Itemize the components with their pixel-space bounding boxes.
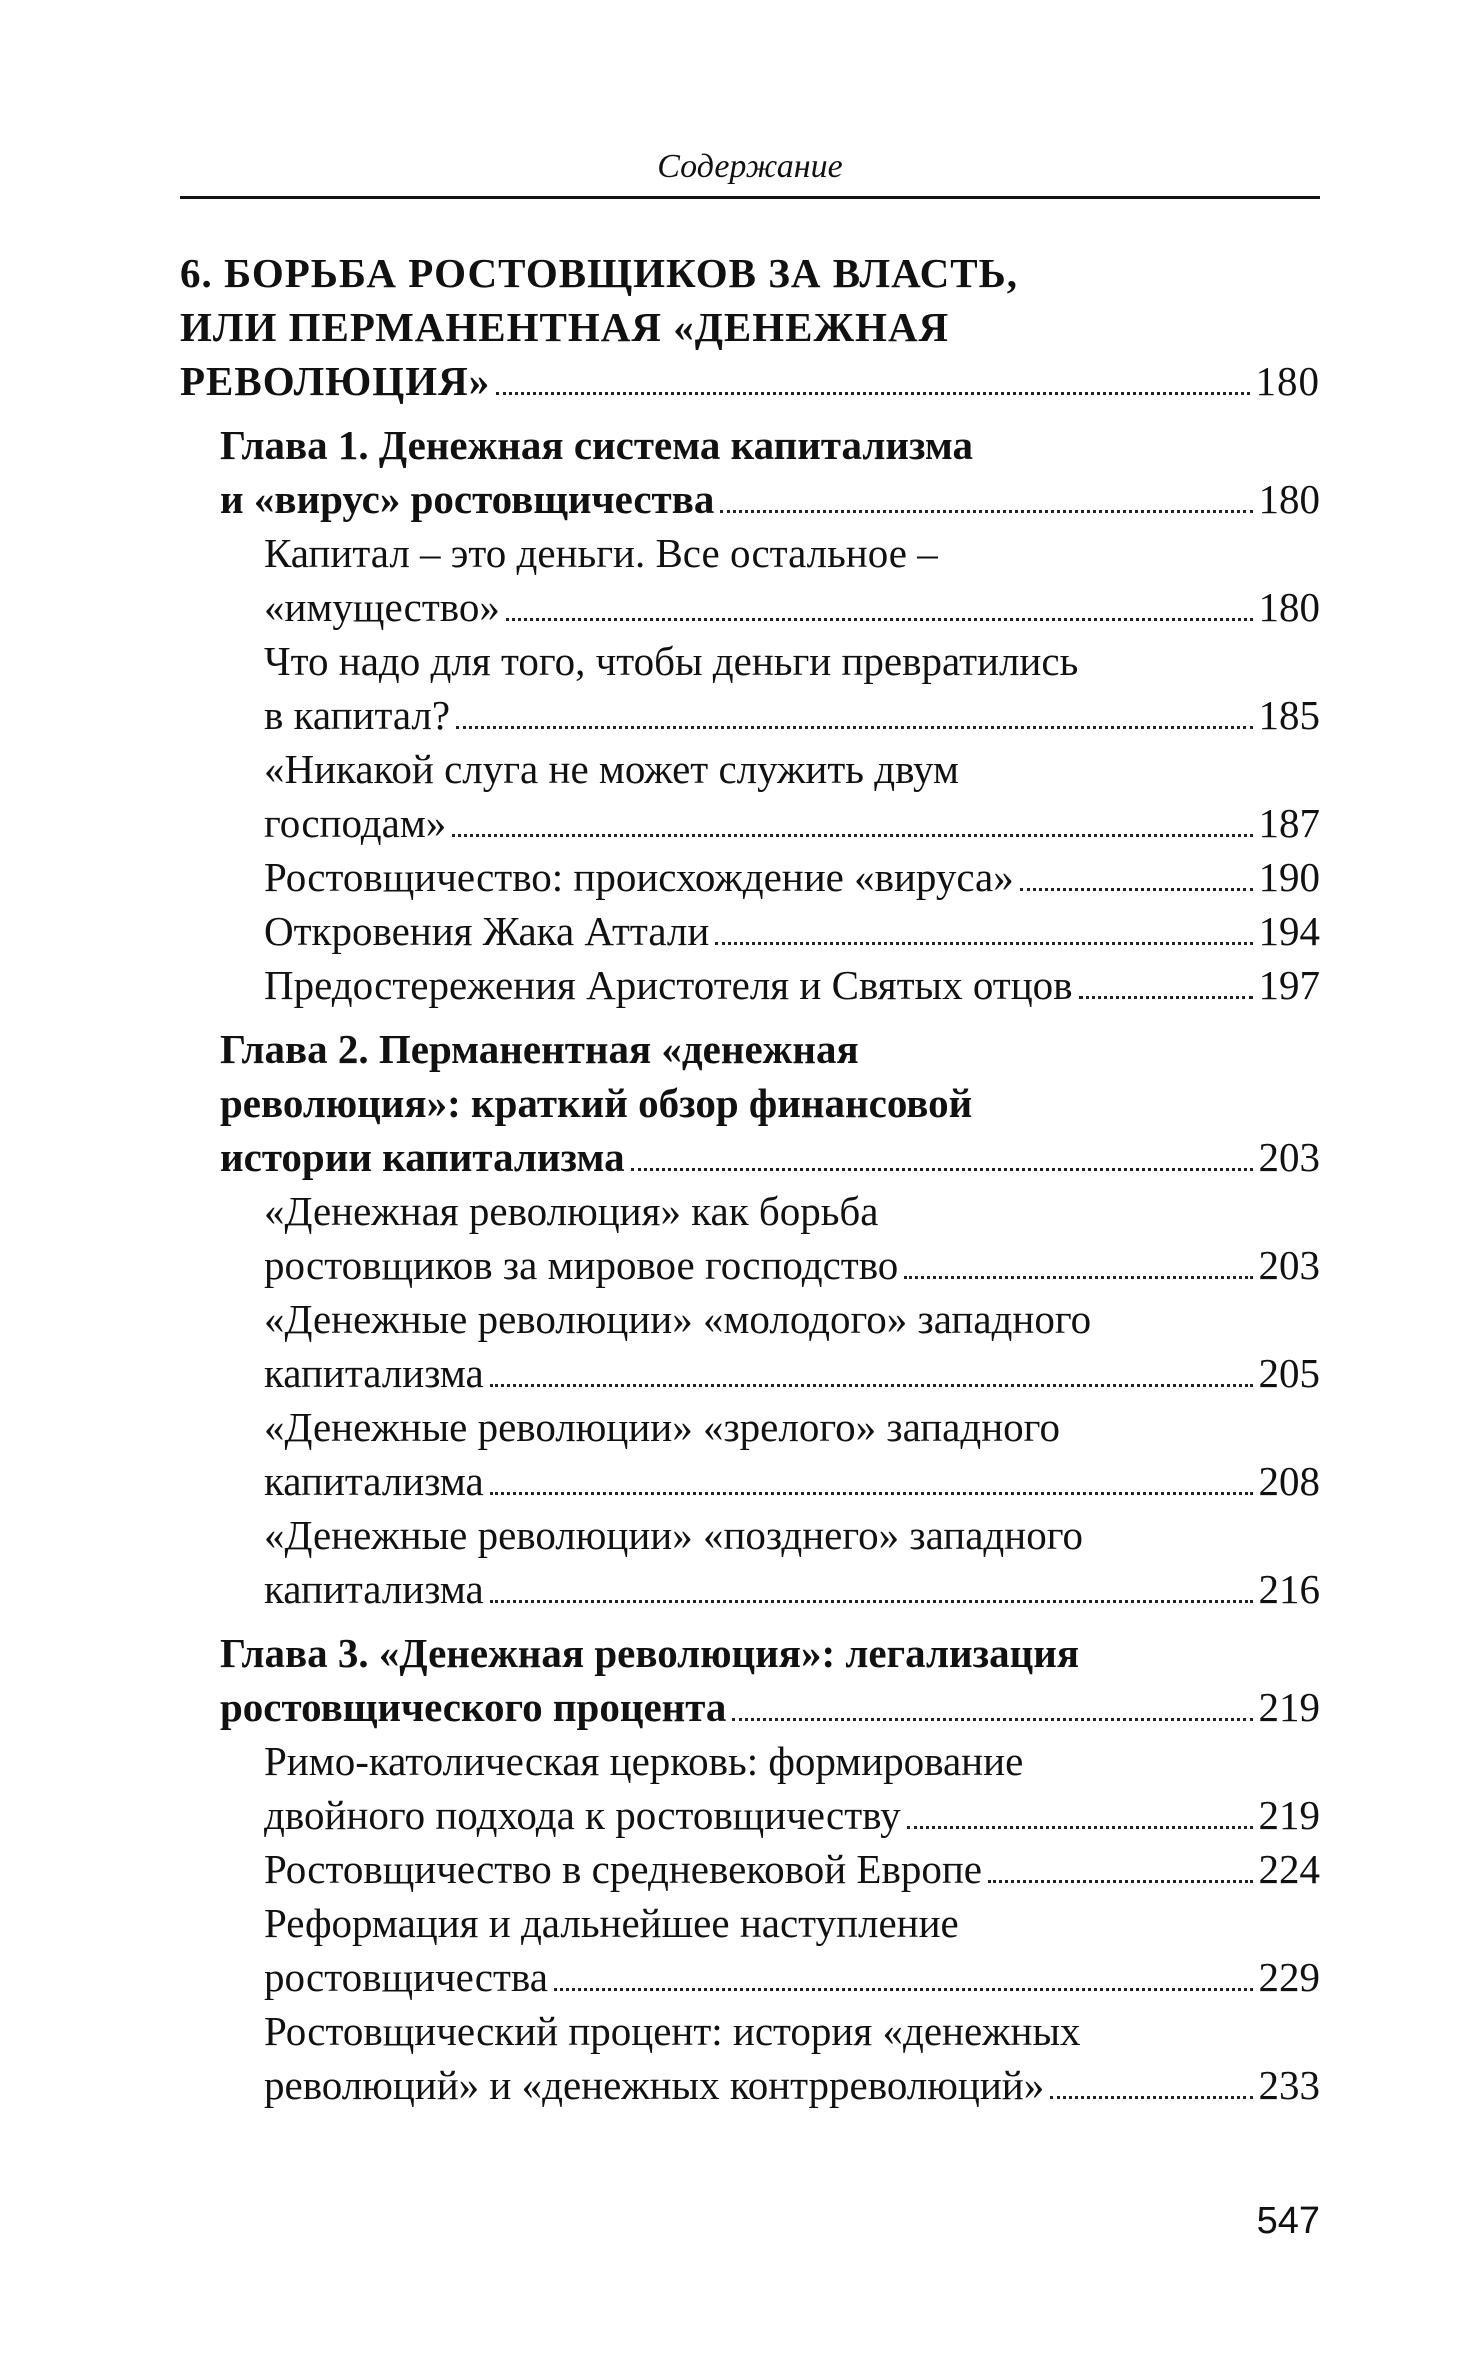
toc-part-entry[interactable]	[180, 246, 1320, 408]
toc-section-entry[interactable]	[180, 742, 1320, 850]
toc-entry-text: Предостережения Аристотеля и Святых отцов	[264, 962, 1073, 1008]
header-rule	[180, 196, 1320, 199]
toc-entry-text: ростовщического процента	[220, 1684, 727, 1730]
dot-leader	[907, 1826, 1253, 1829]
toc-entry-text: ростовщичества	[264, 1954, 548, 2000]
toc-page-number: 180	[1255, 358, 1320, 404]
toc-page-number: 205	[1258, 1350, 1320, 1396]
toc-entry-text: господам»	[264, 800, 447, 846]
dot-leader	[904, 1276, 1252, 1279]
toc-page-number: 187	[1258, 800, 1320, 846]
toc-section-entry[interactable]	[180, 1400, 1320, 1508]
toc-entry-text: Глава 2. Перманентная «денежная	[220, 1026, 859, 1072]
toc-entry-text: Глава 3. «Денежная революция»: легализация	[220, 1630, 1080, 1676]
dot-leader	[456, 726, 1252, 729]
toc-entry-text: «имущество»	[264, 584, 500, 630]
toc-entry-text: Ростовщичество: происхождение «вируса»	[264, 854, 1014, 900]
toc-entry-text: Реформация и дальнейшее наступление	[264, 1900, 959, 1946]
toc-page-number: 219	[1258, 1792, 1320, 1838]
toc-entry-text: «Никакой слуга не может служить двум	[264, 746, 959, 792]
toc-entry-text: капитализма	[264, 1566, 484, 1612]
toc-entry-text: Капитал – это деньги. Все остальное –	[264, 530, 938, 576]
toc-entry-text: «Денежные революции» «позднего» западного	[264, 1512, 1083, 1558]
toc-entry-text: Глава 1. Денежная система капитализма	[220, 422, 973, 468]
dot-leader	[1050, 2096, 1252, 2099]
toc-page-number: 229	[1258, 1954, 1320, 2000]
toc-section-entry[interactable]	[180, 958, 1320, 1012]
dot-leader	[720, 510, 1252, 513]
toc-page-number: 180	[1258, 476, 1320, 522]
dot-leader	[732, 1718, 1252, 1721]
dot-leader	[490, 1600, 1253, 1603]
toc-entry-text: капитализма	[264, 1458, 484, 1504]
toc-page-number: 190	[1258, 854, 1320, 900]
dot-leader	[452, 834, 1252, 837]
toc-entry-text: РЕВОЛЮЦИЯ»	[180, 358, 491, 404]
toc-page-number: 203	[1258, 1134, 1320, 1180]
toc-page-number: 233	[1258, 2062, 1320, 2108]
toc-entry-text: Ростовщический процент: история «денежных	[264, 2008, 1081, 2054]
toc-section-entry[interactable]	[180, 634, 1320, 742]
toc-entry-text: Откровения Жака Аттали	[264, 908, 710, 954]
toc-entry-text: революций» и «денежных контрреволюций»	[264, 2062, 1045, 2108]
dot-leader	[715, 942, 1252, 945]
toc-entry-text: и «вирус» ростовщичества	[220, 476, 715, 522]
toc-page-number: 224	[1258, 1846, 1320, 1892]
toc-entry-text: революция»: краткий обзор финансовой	[220, 1080, 973, 1126]
toc-section-entry[interactable]	[180, 1184, 1320, 1292]
toc-entry-text: ИЛИ ПЕРМАНЕНТНАЯ «ДЕНЕЖНАЯ	[180, 304, 950, 350]
toc-entry-text: «Денежная революция» как борьба	[264, 1188, 879, 1234]
toc-page-number: 203	[1258, 1242, 1320, 1288]
dot-leader	[988, 1880, 1253, 1883]
toc-entry-text: «Денежные революции» «зрелого» западного	[264, 1404, 1060, 1450]
toc-section-entry[interactable]	[180, 1896, 1320, 2004]
page-number: 547	[1256, 2200, 1320, 2242]
toc-chapter-entry[interactable]	[180, 1022, 1320, 1184]
toc-entry-text: капитализма	[264, 1350, 484, 1396]
toc-section-entry[interactable]	[180, 1842, 1320, 1896]
toc-section-entry[interactable]	[180, 526, 1320, 634]
toc-section-entry[interactable]	[180, 850, 1320, 904]
dot-leader	[1020, 888, 1253, 891]
toc-entry-text: «Денежные революции» «молодого» западного	[264, 1296, 1092, 1342]
toc-entry-text: двойного подхода к ростовщичеству	[264, 1792, 901, 1838]
toc-entry-text: Ростовщичество в средневековой Европе	[264, 1846, 982, 1892]
running-header: Содержание	[657, 148, 843, 185]
toc-section-entry[interactable]	[180, 2004, 1320, 2112]
toc-entry-text: Что надо для того, чтобы деньги превратились	[264, 638, 1079, 684]
toc-page-number: 216	[1258, 1566, 1320, 1612]
toc-section-entry[interactable]	[180, 1734, 1320, 1842]
toc-page-number: 185	[1258, 692, 1320, 738]
toc-entry-text: ростовщиков за мировое господство	[264, 1242, 899, 1288]
dot-leader	[1079, 996, 1253, 999]
dot-leader	[631, 1168, 1253, 1171]
dot-leader	[490, 1492, 1253, 1495]
toc-page-number: 208	[1258, 1458, 1320, 1504]
dot-leader	[496, 392, 1249, 395]
toc-section-entry[interactable]	[180, 1292, 1320, 1400]
toc-page-number: 180	[1258, 584, 1320, 630]
toc-entry-text: 6. БОРЬБА РОСТОВЩИКОВ ЗА ВЛАСТЬ,	[180, 250, 1018, 296]
toc-page-number: 197	[1258, 962, 1320, 1008]
toc-entry-text: истории капитализма	[220, 1134, 625, 1180]
toc-entry-text: в капитал?	[264, 692, 451, 738]
toc-entry-text: Римо-католическая церковь: формирование	[264, 1738, 1024, 1784]
dot-leader	[490, 1384, 1253, 1387]
toc-page-number: 194	[1258, 908, 1320, 954]
toc-section-entry[interactable]	[180, 1508, 1320, 1616]
toc-section-entry[interactable]	[180, 904, 1320, 958]
toc-chapter-entry[interactable]	[180, 418, 1320, 526]
dot-leader	[506, 618, 1253, 621]
dot-leader	[554, 1988, 1253, 1991]
table-of-contents	[180, 246, 1320, 2112]
toc-chapter-entry[interactable]	[180, 1626, 1320, 1734]
toc-page-number: 219	[1258, 1684, 1320, 1730]
